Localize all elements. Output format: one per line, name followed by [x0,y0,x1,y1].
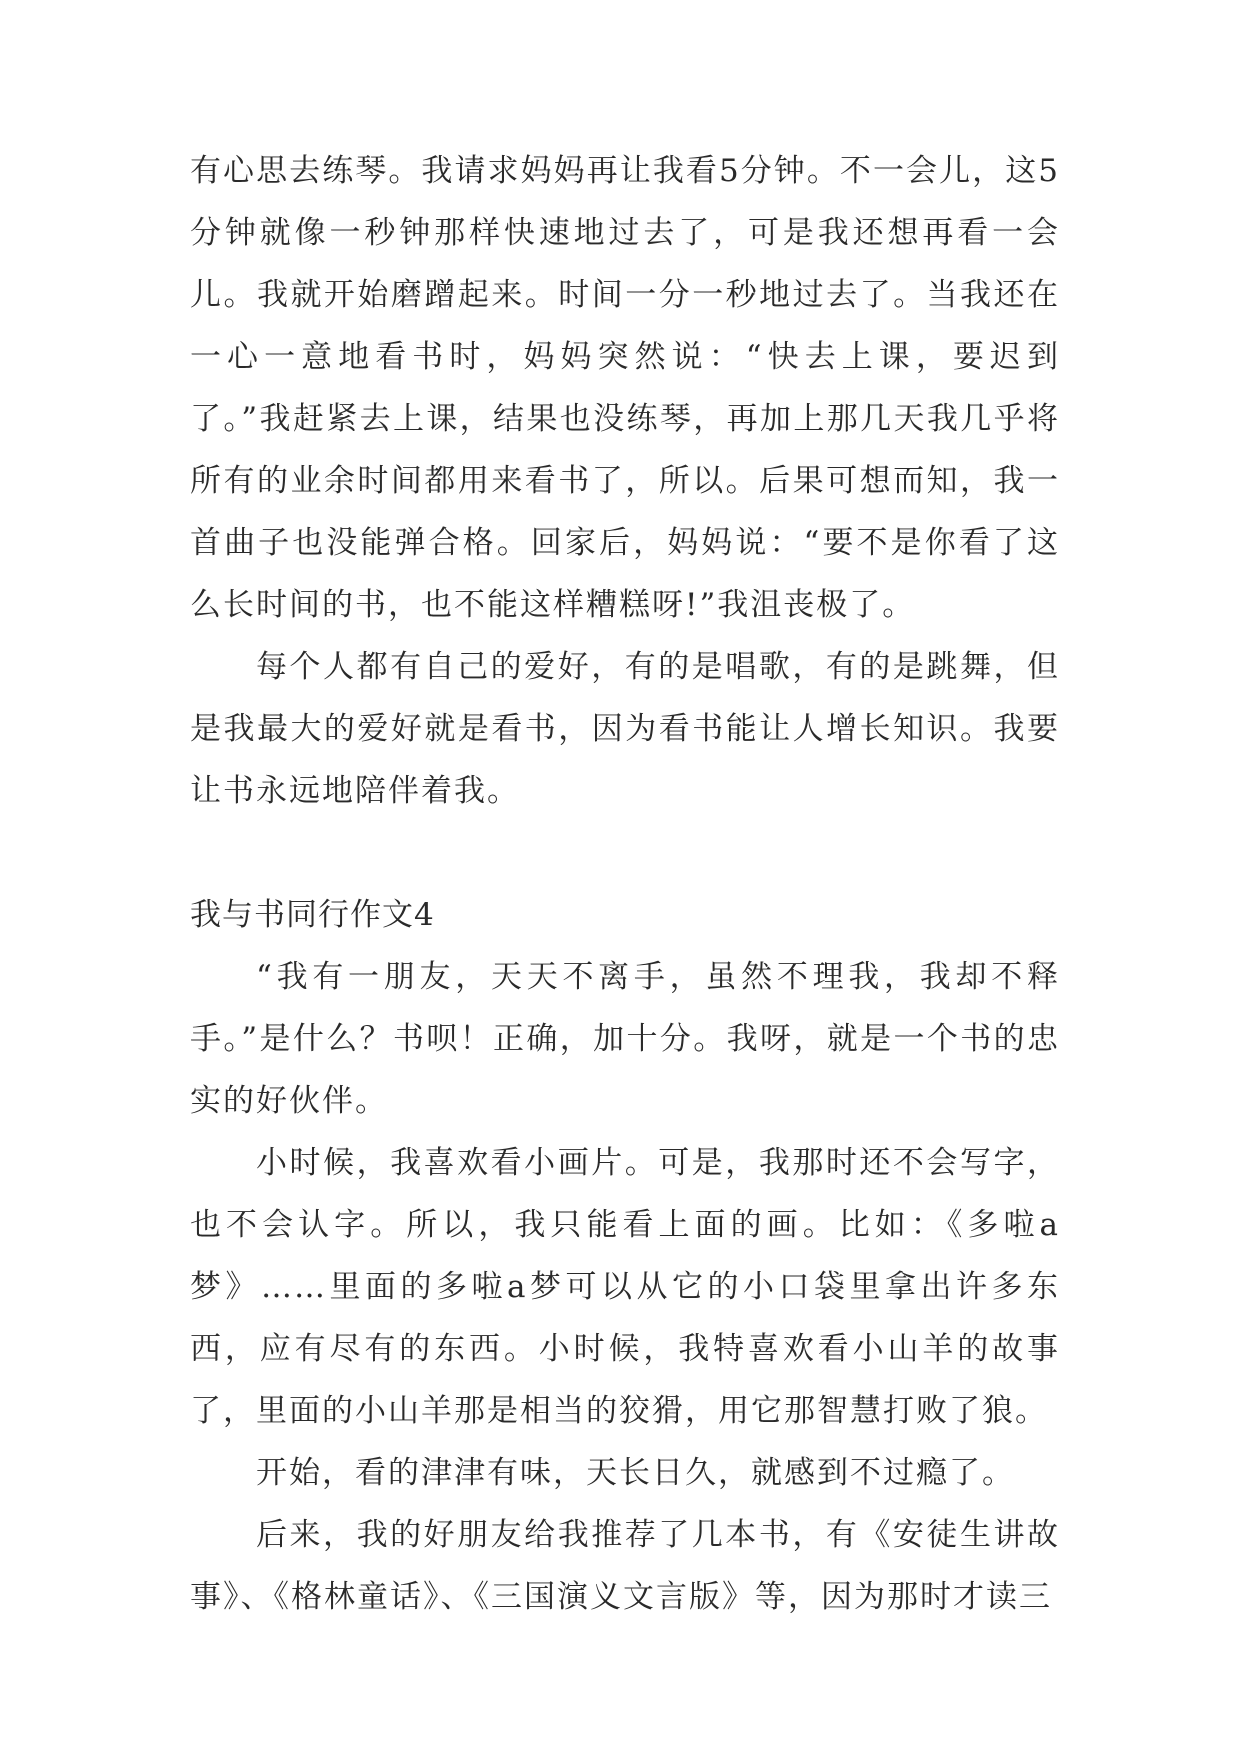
paragraph-riddle: “我有一朋友，天天不离手，虽然不理我，我却不释手。”是什么？书呗！正确，加十分。我呀，就是一个书的忠实的好伙伴。 [190,959,1060,1119]
section-title: 我与书同行作文4 [190,897,435,933]
paragraph-later: 后来，我的好朋友给我推荐了几本书，有《安徒生讲故事》、《格林童话》、《三国演义文言版》等，因为那时才读三 [190,1517,1060,1615]
paragraph-continued: 有心思去练琴。我请求妈妈再让我看5分钟。不一会儿，这5分钟就像一秒钟那样快速地过去了，可是我还想再看一会儿。我就开始磨蹭起来。时间一分一秒地过去了。当我还在一心一意地看书时，妈妈突然说：“快去上课，要迟到了。”我赶紧去上课，结果也没练琴，再加上那几天我几乎将所有的业余时间都用来看书了，所以。后果可想而知，我一首曲子也没能弹合格。回家后，妈妈说：“要不是你看了这么长时间的书，也不能这样糟糕呀!”我沮丧极了。 [190,153,1060,623]
paragraph-childhood: 小时候，我喜欢看小画片。可是，我那时还不会写字，也不会认字。所以，我只能看上面的画。比如：《多啦a梦》……里面的多啦a梦可以从它的小口袋里拿出许多东西，应有尽有的东西。小时候，我特喜欢看小山羊的故事了，里面的小山羊那是相当的狡猾，用它那智慧打败了狼。 [190,1145,1060,1429]
section-gap [190,822,1060,884]
document-page [190,140,1060,1628]
paragraph-start: 开始，看的津津有味，天长日久，就感到不过瘾了。 [256,1455,1015,1491]
paragraph-hobby: 每个人都有自己的爱好，有的是唱歌，有的是跳舞，但是我最大的爱好就是看书，因为看书能让人增长知识。我要让书永远地陪伴着我。 [190,649,1060,809]
